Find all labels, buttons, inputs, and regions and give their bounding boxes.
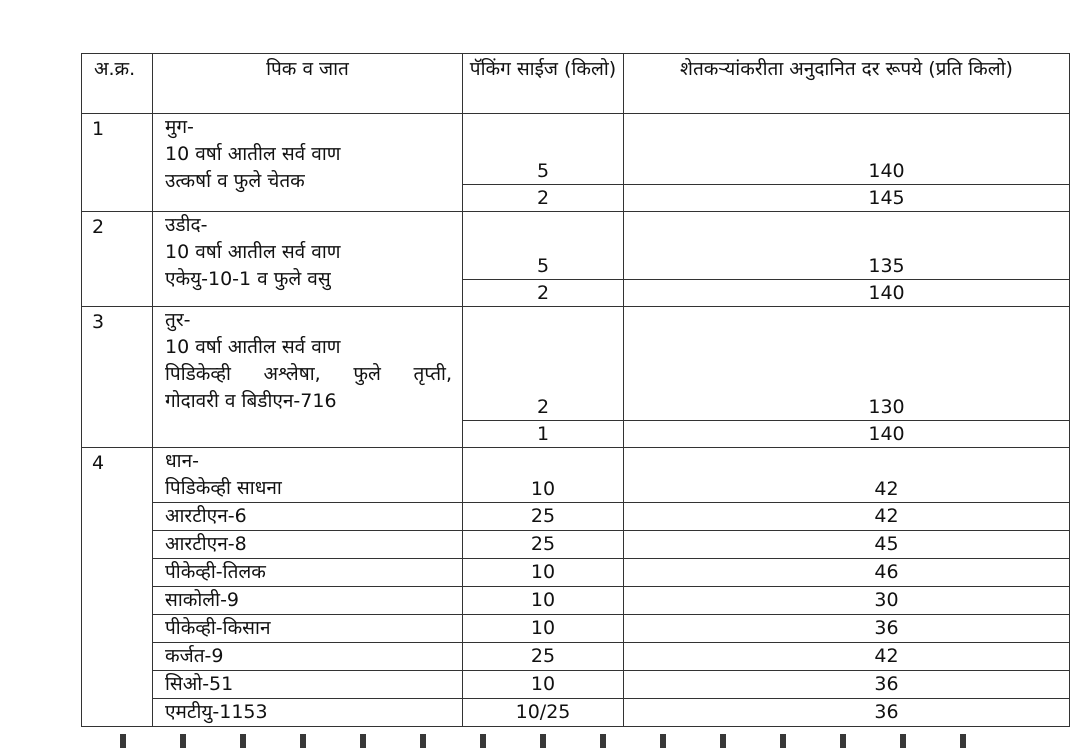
table-row bbox=[82, 114, 1070, 185]
crop-cell bbox=[153, 114, 463, 212]
crop-name: मुग- bbox=[165, 116, 194, 138]
variety-name: आरटीएन-8 bbox=[153, 531, 463, 559]
crop-name: तुर- bbox=[165, 309, 191, 331]
crop-cell bbox=[153, 307, 463, 448]
rate-cell: 30 bbox=[624, 587, 1070, 615]
crop-name: धान- bbox=[153, 448, 463, 476]
pack-cell: 25 bbox=[463, 643, 624, 671]
crop-cell bbox=[153, 212, 463, 307]
variety-name: साकोली-9 bbox=[153, 587, 463, 615]
pack-cell: 25 bbox=[463, 531, 624, 559]
table-row bbox=[82, 643, 1070, 671]
pack-cell: 10 bbox=[463, 448, 624, 503]
variety-name: पीकेव्ही-तिलक bbox=[153, 559, 463, 587]
pack-cell: 10 bbox=[463, 615, 624, 643]
pack-cell: 5 bbox=[463, 212, 624, 280]
header-crop: पिक व जात bbox=[153, 54, 463, 114]
pack-cell: 25 bbox=[463, 503, 624, 531]
pack-cell: 2 bbox=[463, 185, 624, 212]
header-rate: शेतकऱ्यांकरीता अनुदानित दर रूपये (प्रति किलो) bbox=[624, 54, 1070, 114]
crop-line: उत्कर्षा व फुले चेतक bbox=[165, 170, 305, 192]
rate-cell: 140 bbox=[624, 114, 1070, 185]
variety-name: कर्जत-9 bbox=[153, 643, 463, 671]
rate-cell: 135 bbox=[624, 212, 1070, 280]
variety-name: एमटीयु-1153 bbox=[153, 699, 463, 727]
pack-cell: 10/25 bbox=[463, 699, 624, 727]
header-packing: पॅकिंग साईज (किलो) bbox=[463, 54, 624, 114]
variety-name: आरटीएन-6 bbox=[153, 503, 463, 531]
rate-cell: 36 bbox=[624, 615, 1070, 643]
table-row bbox=[82, 559, 1070, 587]
pack-cell: 10 bbox=[463, 587, 624, 615]
serial-cell: 3 bbox=[82, 307, 153, 448]
rate-cell: 36 bbox=[624, 671, 1070, 699]
pack-cell: 2 bbox=[463, 307, 624, 421]
table-row bbox=[82, 699, 1070, 727]
variety-name: पिडिकेव्ही साधना bbox=[153, 475, 463, 503]
crop-line: गोदावरी व बिडीएन-716 bbox=[165, 390, 337, 412]
rate-cell: 46 bbox=[624, 559, 1070, 587]
header-row bbox=[82, 54, 1070, 114]
pack-cell: 10 bbox=[463, 671, 624, 699]
pack-cell: 2 bbox=[463, 280, 624, 307]
seed-rate-table bbox=[81, 53, 1070, 727]
rate-cell: 42 bbox=[624, 643, 1070, 671]
rate-cell: 42 bbox=[624, 503, 1070, 531]
rate-cell: 140 bbox=[624, 421, 1070, 448]
table-row bbox=[82, 503, 1070, 531]
rate-cell: 36 bbox=[624, 699, 1070, 727]
crop-line: पिडिकेव्ही अश्लेषा, फुले तृप्ती, bbox=[165, 363, 452, 385]
crop-name: उडीद- bbox=[165, 214, 208, 236]
crop-line: 10 वर्षा आतील सर्व वाण bbox=[165, 143, 341, 165]
table-row bbox=[82, 615, 1070, 643]
header-serial: अ.क्र. bbox=[82, 54, 153, 114]
serial-cell: 2 bbox=[82, 212, 153, 307]
crop-line: एकेयु-10-1 व फुले वसु bbox=[165, 268, 331, 290]
table-row bbox=[82, 307, 1070, 421]
rate-cell: 45 bbox=[624, 531, 1070, 559]
serial-cell: 4 bbox=[82, 448, 153, 727]
table-row bbox=[82, 448, 1070, 476]
crop-line: 10 वर्षा आतील सर्व वाण bbox=[165, 241, 341, 263]
rate-cell: 130 bbox=[624, 307, 1070, 421]
rate-cell: 145 bbox=[624, 185, 1070, 212]
rate-cell: 42 bbox=[624, 448, 1070, 503]
pack-cell: 10 bbox=[463, 559, 624, 587]
table-row bbox=[82, 531, 1070, 559]
variety-name: सिओ-51 bbox=[153, 671, 463, 699]
table-row bbox=[82, 587, 1070, 615]
cut-off-text-line bbox=[120, 734, 1000, 748]
table-row bbox=[82, 212, 1070, 280]
variety-name: पीकेव्ही-किसान bbox=[153, 615, 463, 643]
table-row bbox=[82, 671, 1070, 699]
serial-cell: 1 bbox=[82, 114, 153, 212]
rate-cell: 140 bbox=[624, 280, 1070, 307]
pack-cell: 1 bbox=[463, 421, 624, 448]
pack-cell: 5 bbox=[463, 114, 624, 185]
crop-line: 10 वर्षा आतील सर्व वाण bbox=[165, 336, 341, 358]
